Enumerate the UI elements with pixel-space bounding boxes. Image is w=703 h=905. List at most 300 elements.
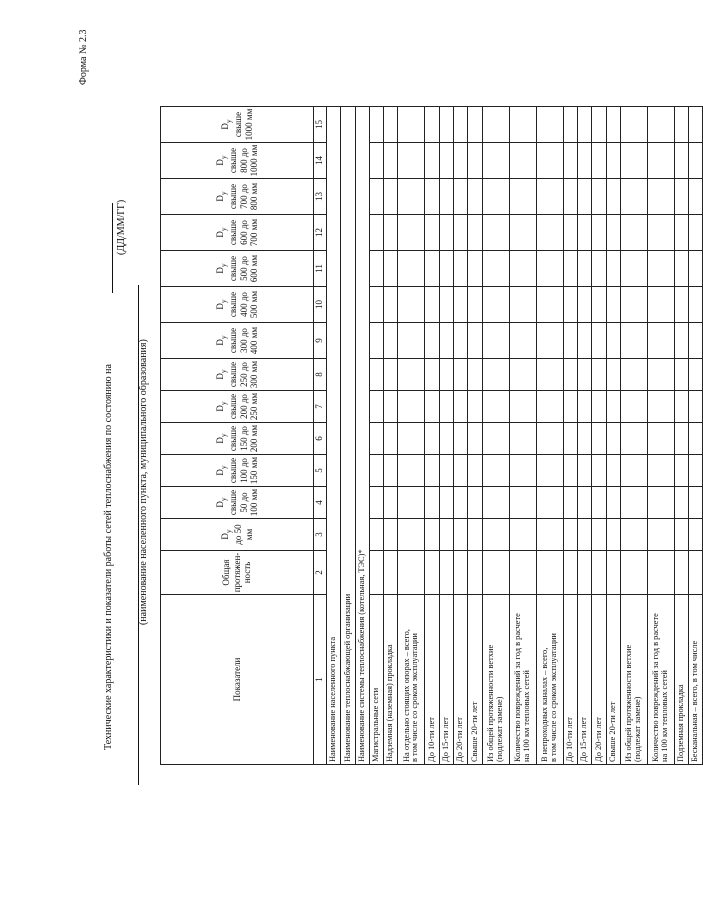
empty-cell [606,179,620,215]
header-dy-col13: $D_у$ свыше 700 до 800 мм [161,179,314,215]
row-label: На отдельно стоящих опорах – всего, в том числе со сроком эксплуатации [398,595,425,765]
row-label: Наименование системы теплоснабжения (котельная, ТЭС)* [355,107,369,765]
row-label: До 20-ти лет [592,595,606,765]
empty-cell [439,215,453,251]
empty-cell [439,251,453,287]
empty-cell [563,179,577,215]
row-label: Бесканальная – всего, в том числе [689,595,703,765]
empty-cell [536,359,563,391]
empty-cell [384,519,398,551]
empty-cell [482,179,509,215]
table-row [439,107,453,765]
column-number: 11 [314,251,327,287]
column-number: 8 [314,359,327,391]
empty-cell [592,107,606,143]
empty-cell [689,519,703,551]
empty-cell [620,179,647,215]
empty-cell [592,323,606,359]
column-number: 10 [314,287,327,323]
empty-cell [468,287,482,323]
table-row [606,107,620,765]
empty-cell [563,107,577,143]
empty-cell [482,551,509,595]
column-number: 9 [314,323,327,359]
empty-cell [536,423,563,455]
empty-cell [620,391,647,423]
empty-cell [482,359,509,391]
header-dy-col10: $D_у$ свыше 400 до 500 мм [161,287,314,323]
empty-cell [398,487,425,519]
empty-cell [647,455,674,487]
empty-cell [384,391,398,423]
header-dy-col15: $D_у$ свыше 1000 мм [161,107,314,143]
header-dy-col12: $D_у$ свыше 600 до 700 мм [161,215,314,251]
date-underline [102,203,113,293]
empty-cell [468,323,482,359]
empty-cell [620,551,647,595]
empty-cell [563,143,577,179]
empty-cell [577,391,591,423]
empty-cell [439,391,453,423]
header-row [161,107,314,765]
empty-cell [369,215,383,251]
empty-cell [606,143,620,179]
empty-cell [536,179,563,215]
empty-cell [647,107,674,143]
table-row [355,107,369,765]
empty-cell [620,107,647,143]
empty-cell [482,251,509,287]
empty-cell [674,287,688,323]
empty-cell [454,179,468,215]
empty-cell [620,323,647,359]
row-label: Из общей протяженности ветхие (подлежат замене) [482,595,509,765]
empty-cell [689,287,703,323]
row-label: Наименование населенного пункта [327,107,341,765]
row-label: До 20-ти лет [454,595,468,765]
empty-cell [592,143,606,179]
empty-cell [425,519,439,551]
empty-cell [468,359,482,391]
header-dy-col5: $D_у$ свыше 100 до 150 мм [161,455,314,487]
empty-cell [509,251,536,287]
empty-cell [536,455,563,487]
empty-cell [509,391,536,423]
empty-cell [398,551,425,595]
header-dy-col8: $D_у$ свыше 250 до 300 мм [161,359,314,391]
column-number-row [314,107,327,765]
empty-cell [468,551,482,595]
empty-cell [369,143,383,179]
empty-cell [468,215,482,251]
empty-cell [398,179,425,215]
empty-cell [563,519,577,551]
empty-cell [592,287,606,323]
empty-cell [509,215,536,251]
empty-cell [482,423,509,455]
empty-cell [398,215,425,251]
empty-cell [674,391,688,423]
column-number: 3 [314,519,327,551]
empty-cell [620,287,647,323]
empty-cell [674,423,688,455]
empty-cell [439,287,453,323]
empty-cell [454,391,468,423]
empty-cell [454,455,468,487]
empty-cell [369,455,383,487]
empty-cell [468,519,482,551]
empty-cell [689,323,703,359]
empty-cell [398,251,425,287]
column-number: 7 [314,391,327,423]
table-row [536,107,563,765]
empty-cell [592,519,606,551]
empty-cell [620,143,647,179]
empty-cell [482,143,509,179]
empty-cell [563,215,577,251]
empty-cell [468,487,482,519]
empty-cell [369,107,383,143]
empty-cell [647,215,674,251]
empty-cell [398,143,425,179]
empty-cell [439,179,453,215]
empty-cell [689,423,703,455]
row-label: Наименование теплоснабжающей организации [341,107,355,765]
empty-cell [425,391,439,423]
empty-cell [439,423,453,455]
empty-cell [482,107,509,143]
empty-cell [509,359,536,391]
empty-cell [620,359,647,391]
empty-cell [439,359,453,391]
empty-cell [536,215,563,251]
empty-cell [369,391,383,423]
empty-cell [577,323,591,359]
empty-cell [384,143,398,179]
column-number: 6 [314,423,327,455]
empty-cell [369,519,383,551]
empty-cell [674,487,688,519]
empty-cell [536,143,563,179]
empty-cell [398,107,425,143]
table-row [425,107,439,765]
empty-cell [439,107,453,143]
empty-cell [425,455,439,487]
row-label: До 10-ти лет [425,595,439,765]
empty-cell [674,323,688,359]
empty-cell [425,359,439,391]
empty-cell [689,143,703,179]
column-number: 15 [314,107,327,143]
empty-cell [577,423,591,455]
empty-cell [536,391,563,423]
empty-cell [674,107,688,143]
empty-cell [509,519,536,551]
empty-cell [509,487,536,519]
table-row [577,107,591,765]
empty-cell [563,487,577,519]
empty-cell [577,487,591,519]
column-number: 1 [314,595,327,765]
empty-cell [425,179,439,215]
empty-cell [509,423,536,455]
empty-cell [384,215,398,251]
empty-cell [509,287,536,323]
empty-cell [647,179,674,215]
empty-cell [577,455,591,487]
table-row [398,107,425,765]
empty-cell [606,251,620,287]
empty-cell [425,287,439,323]
empty-cell [620,251,647,287]
empty-cell [398,423,425,455]
empty-cell [577,551,591,595]
empty-cell [536,287,563,323]
empty-cell [606,551,620,595]
empty-cell [425,487,439,519]
empty-cell [689,455,703,487]
empty-cell [689,551,703,595]
empty-cell [384,107,398,143]
empty-cell [468,391,482,423]
header-indicators: Показатели [161,595,314,765]
empty-cell [454,143,468,179]
empty-cell [674,551,688,595]
empty-cell [606,323,620,359]
empty-cell [563,287,577,323]
empty-cell [439,519,453,551]
empty-cell [647,251,674,287]
empty-cell [369,487,383,519]
empty-cell [398,455,425,487]
empty-cell [536,519,563,551]
empty-cell [369,251,383,287]
empty-cell [398,359,425,391]
empty-cell [647,551,674,595]
column-number: 2 [314,551,327,595]
empty-cell [592,251,606,287]
empty-cell [468,179,482,215]
empty-cell [439,143,453,179]
empty-cell [563,551,577,595]
empty-cell [689,359,703,391]
empty-cell [509,551,536,595]
empty-cell [384,423,398,455]
empty-cell [398,391,425,423]
header-total-length: Общая протяжен-ность [161,551,314,595]
table-row [509,107,536,765]
empty-cell [647,323,674,359]
table-row [647,107,674,765]
empty-cell [454,551,468,595]
empty-cell [398,287,425,323]
empty-cell [468,251,482,287]
empty-cell [425,143,439,179]
empty-cell [606,107,620,143]
empty-cell [369,287,383,323]
empty-cell [563,359,577,391]
empty-cell [425,107,439,143]
empty-cell [536,551,563,595]
row-label: Подземная прокладка [674,595,688,765]
row-label: До 15-ти лет [577,595,591,765]
empty-cell [439,455,453,487]
header-dy-col3: $D_у$ до 50 мм [161,519,314,551]
row-label: В непроходных каналах – всего, в том числе со сроком эксплуатации [536,595,563,765]
empty-cell [454,251,468,287]
empty-cell [454,487,468,519]
empty-cell [454,423,468,455]
row-label: Количество повреждений за год в расчете на 100 км тепловых сетей [509,595,536,765]
table-row [327,107,341,765]
empty-cell [369,423,383,455]
empty-cell [536,251,563,287]
header-dy-col4: $D_у$ свыше 50 до 100 мм [161,487,314,519]
empty-cell [577,107,591,143]
header-dy-col6: $D_у$ свыше 150 до 200 мм [161,423,314,455]
empty-cell [536,487,563,519]
empty-cell [647,487,674,519]
empty-cell [468,455,482,487]
empty-cell [647,391,674,423]
table-row [689,107,703,765]
table-row [620,107,647,765]
empty-cell [606,455,620,487]
empty-cell [647,143,674,179]
settlement-caption: (наименование населенного пункта, муниципального образования) [138,339,149,625]
row-label: До 10-ти лет [563,595,577,765]
column-number: 12 [314,215,327,251]
empty-cell [398,323,425,359]
empty-cell [482,391,509,423]
empty-cell [674,215,688,251]
empty-cell [620,455,647,487]
empty-cell [454,323,468,359]
indicators-table [160,106,703,765]
empty-cell [563,323,577,359]
empty-cell [620,487,647,519]
empty-cell [482,487,509,519]
empty-cell [439,551,453,595]
empty-cell [384,359,398,391]
empty-cell [384,455,398,487]
empty-cell [425,323,439,359]
table-row [563,107,577,765]
empty-cell [606,519,620,551]
empty-cell [592,359,606,391]
empty-cell [384,487,398,519]
empty-cell [620,423,647,455]
empty-cell [384,551,398,595]
empty-cell [592,487,606,519]
header-dy-col11: $D_у$ свыше 500 до 600 мм [161,251,314,287]
table-row [674,107,688,765]
empty-cell [563,251,577,287]
empty-cell [384,287,398,323]
empty-cell [482,287,509,323]
empty-cell [674,359,688,391]
empty-cell [592,455,606,487]
header-dy-col7: $D_у$ свыше 200 до 250 мм [161,391,314,423]
empty-cell [606,359,620,391]
empty-cell [384,251,398,287]
empty-cell [674,251,688,287]
empty-cell [563,455,577,487]
table-row [482,107,509,765]
empty-cell [592,391,606,423]
table-row [454,107,468,765]
empty-cell [606,215,620,251]
column-number: 13 [314,179,327,215]
empty-cell [454,215,468,251]
table-row [369,107,383,765]
empty-cell [606,423,620,455]
empty-cell [689,107,703,143]
empty-cell [482,519,509,551]
empty-cell [509,143,536,179]
empty-cell [509,455,536,487]
empty-cell [606,487,620,519]
empty-cell [482,215,509,251]
empty-cell [577,179,591,215]
column-number: 5 [314,455,327,487]
table-row [592,107,606,765]
empty-cell [689,251,703,287]
empty-cell [592,215,606,251]
empty-cell [606,391,620,423]
row-label: Надземная (наземная) прокладка [384,595,398,765]
empty-cell [577,251,591,287]
table-row [468,107,482,765]
empty-cell [454,107,468,143]
empty-cell [369,179,383,215]
empty-cell [674,143,688,179]
empty-cell [563,423,577,455]
empty-cell [398,519,425,551]
empty-cell [439,323,453,359]
empty-cell [689,215,703,251]
empty-cell [482,323,509,359]
empty-cell [563,391,577,423]
empty-cell [468,143,482,179]
empty-cell [647,519,674,551]
form-number: Форма № 2.3 [78,29,89,85]
empty-cell [620,519,647,551]
empty-cell [674,455,688,487]
empty-cell [454,287,468,323]
empty-cell [592,179,606,215]
empty-cell [369,323,383,359]
empty-cell [689,391,703,423]
empty-cell [468,107,482,143]
row-label: Количество повреждений за год в расчете на 100 км тепловых сетей [647,595,674,765]
empty-cell [425,215,439,251]
empty-cell [592,551,606,595]
empty-cell [369,551,383,595]
empty-cell [592,423,606,455]
empty-cell [509,323,536,359]
table-row [384,107,398,765]
empty-cell [620,215,647,251]
empty-cell [384,179,398,215]
row-label: До 15-ти лет [439,595,453,765]
header-dy-col9: $D_у$ свыше 300 до 400 мм [161,323,314,359]
empty-cell [439,487,453,519]
empty-cell [577,143,591,179]
empty-cell [674,179,688,215]
document-title: Технические характеристики и показатели работы сетей теплоснабжения по состоянию на [103,364,114,750]
column-number: 4 [314,487,327,519]
